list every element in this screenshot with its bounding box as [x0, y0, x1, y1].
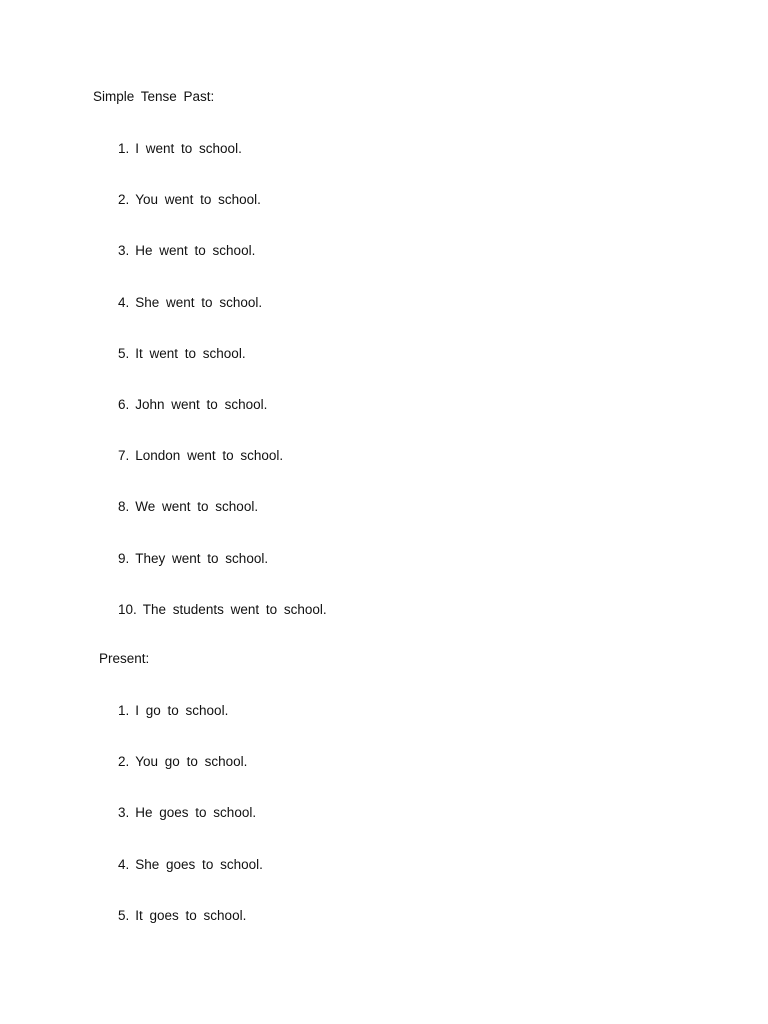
- list-item: [118, 397, 327, 448]
- list-item: [118, 551, 327, 602]
- item-number: 5.: [118, 345, 130, 361]
- item-number: 4.: [118, 294, 130, 310]
- list-item: [118, 703, 263, 754]
- list-item: [118, 141, 327, 192]
- list-item: [118, 448, 327, 499]
- list-item: [118, 805, 263, 856]
- item-number: 3.: [118, 243, 130, 259]
- list-item: [118, 602, 327, 653]
- item-number: 1.: [118, 703, 130, 718]
- item-text: I go to school.: [135, 703, 229, 718]
- item-number: 6.: [118, 396, 130, 412]
- item-text: You went to school.: [135, 192, 261, 208]
- item-text: John went to school.: [135, 396, 268, 412]
- item-text: She goes to school.: [135, 856, 263, 872]
- item-number: 7.: [118, 448, 130, 464]
- item-number: 2.: [118, 754, 130, 770]
- item-text: You go to school.: [135, 754, 248, 770]
- item-text: The students went to school.: [142, 601, 327, 617]
- item-number: 3.: [118, 805, 130, 821]
- item-number: 1.: [118, 141, 130, 156]
- list-item: [118, 857, 263, 908]
- item-text: She went to school.: [135, 294, 263, 310]
- item-text: London went to school.: [135, 448, 284, 464]
- list-item: [118, 754, 263, 805]
- list-item: [118, 908, 263, 959]
- item-text: I went to school.: [135, 141, 242, 156]
- present-tense-list: [118, 703, 263, 959]
- item-text: He goes to school.: [135, 805, 257, 821]
- item-number: 5.: [118, 907, 130, 923]
- past-tense-heading: Simple Tense Past:: [93, 89, 215, 104]
- item-number: 9.: [118, 550, 130, 566]
- item-number: 10.: [118, 601, 137, 617]
- item-text: It goes to school.: [135, 907, 247, 923]
- item-number: 2.: [118, 192, 130, 208]
- item-number: 8.: [118, 499, 130, 515]
- item-text: We went to school.: [135, 499, 259, 515]
- present-tense-heading: Present:: [99, 651, 150, 666]
- list-item: [118, 295, 327, 346]
- list-item: [118, 346, 327, 397]
- item-number: 4.: [118, 856, 130, 872]
- list-item: [118, 499, 327, 550]
- past-tense-list: [118, 141, 327, 653]
- item-text: They went to school.: [135, 550, 269, 566]
- item-text: It went to school.: [135, 345, 246, 361]
- list-item: [118, 243, 327, 294]
- list-item: [118, 192, 327, 243]
- item-text: He went to school.: [135, 243, 256, 259]
